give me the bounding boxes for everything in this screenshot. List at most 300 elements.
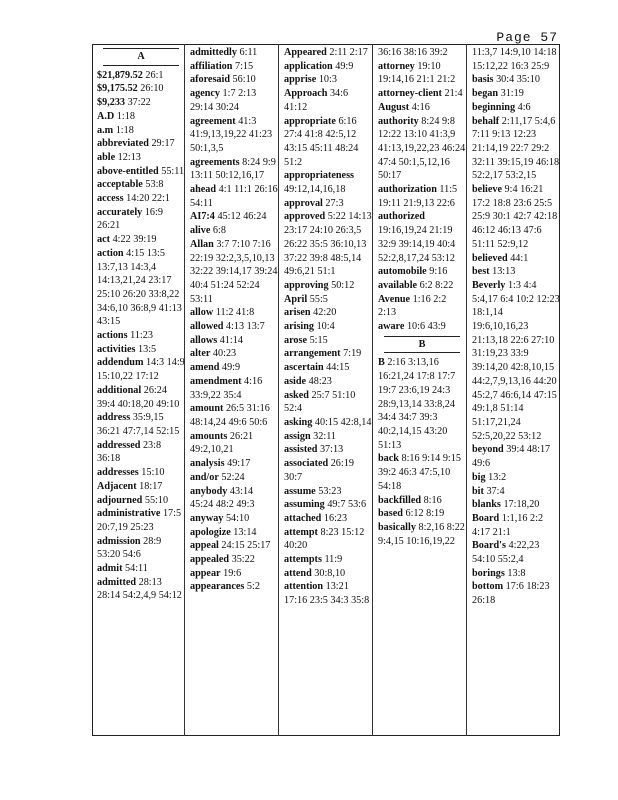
index-term: $21,879.52 (97, 69, 143, 81)
index-term: abbreviated (97, 138, 149, 150)
index-refs: 41:3 41:9,13,19,22 41:23 50:1,3,5 (190, 115, 273, 154)
index-refs: 6:11 (239, 47, 258, 58)
index-term: adjourned (97, 494, 143, 506)
index-term: believed (472, 252, 508, 264)
index-refs: 4:22 39:19 (112, 234, 157, 246)
index-term: asking (284, 416, 313, 428)
index-entry (378, 521, 466, 548)
index-term: anyway (190, 512, 224, 524)
index-entry (472, 265, 560, 279)
index-entry (97, 356, 185, 383)
index-term: attorney (378, 60, 415, 72)
letter-heading: A (103, 48, 179, 66)
index-refs: 26:5 31:16 48:14,24 49:6 50:6 (190, 403, 270, 428)
index-term: apologize (190, 526, 231, 538)
index-term: additional (97, 384, 142, 396)
index-term: assume (284, 485, 316, 497)
index-refs: 6:12 8:19 (405, 508, 445, 520)
index-refs: 3:7 7:10 7:16 22:19 32:2,3,5,10,13 32:22 39:14,17 39:24 40:4 51:24 52:24 53:11 (190, 238, 278, 305)
index-term: access (97, 193, 124, 205)
index-entry (190, 580, 278, 594)
index-term: approved (284, 211, 326, 223)
index-entry (190, 210, 278, 224)
index-entry (284, 60, 372, 74)
index-refs: 37:13 (319, 444, 344, 456)
index-entry (190, 320, 278, 334)
index-entry (190, 512, 278, 526)
index-refs: 17:6 18:23 26:18 (472, 581, 550, 607)
index-term: apprise (284, 74, 317, 86)
index-entry (190, 526, 278, 540)
index-refs: 26:21 49:2,10,21 (190, 430, 254, 456)
index-entry (97, 439, 185, 466)
index-term: and/or (190, 471, 219, 483)
index-refs: 23:8 36:18 (97, 439, 162, 465)
index-entry (472, 252, 560, 266)
index-refs: 13:2 (488, 471, 507, 483)
index-refs: 50:12 (331, 279, 355, 291)
index-term: Allan (190, 238, 214, 250)
index-refs: 53:8 (145, 179, 164, 191)
index-term: aforesaid (190, 74, 230, 86)
index-column-5 (472, 46, 560, 608)
index-entry (97, 384, 185, 411)
index-refs: 5:15 (309, 334, 328, 346)
index-refs: 54:10 (225, 512, 250, 524)
index-refs: 2:16 3:13,16 16:21,24 17:8 17:7 19:7 23:6,19 24:3 28:9,13,14 33:8,24 34:4 34:7 39:3 40:2,14,15 43:20 51:13 (378, 357, 456, 451)
index-refs: 8:16 (423, 494, 442, 506)
index-column-4 (378, 46, 466, 548)
index-term: authorization (378, 184, 437, 196)
index-entry (284, 210, 372, 279)
index-term: admittedly (190, 47, 237, 58)
index-refs: 8:16 9:14 9:15 39:2 46:3 47:5,10 54:18 (378, 453, 461, 492)
index-entry (97, 329, 185, 343)
index-term: Approach (284, 88, 328, 100)
index-refs: 2:11 2:17 (329, 47, 368, 58)
index-term: B (378, 357, 385, 369)
index-refs: 10:6 43:9 (406, 321, 446, 333)
index-term: approval (284, 197, 323, 209)
index-term: admit (97, 563, 123, 575)
index-refs: 13:5 (138, 343, 157, 355)
index-entry (97, 206, 185, 233)
index-term: allow (190, 307, 214, 319)
index-entry (284, 526, 372, 553)
index-refs: 4:13 13:7 (225, 321, 265, 333)
index-refs: 30:4 35:10 (496, 74, 540, 86)
index-term: based (378, 508, 403, 520)
column-divider (278, 44, 279, 736)
index-term: aside (284, 375, 307, 387)
index-term: amounts (190, 430, 228, 442)
index-entry (472, 101, 560, 115)
index-entry (378, 101, 466, 115)
index-term: believe (472, 184, 502, 196)
index-refs: 18:17 (139, 480, 163, 492)
index-term: acceptable (97, 179, 143, 191)
index-term: addendum (97, 357, 144, 369)
index-refs: 9:4 16:21 17:2 18:8 23:6 25:5 25:9 30:1 42:7 42:18 46:12 46:13 47:6 51:11 52:9,12 (472, 184, 558, 250)
index-refs: 7:15 (235, 60, 254, 72)
index-term: Board (472, 512, 500, 524)
index-term: Board's (472, 540, 506, 552)
index-refs: 8:2,16 8:22 9:4,15 10:16,19,22 (378, 521, 465, 547)
index-entry (284, 320, 372, 334)
index-column-3 (284, 46, 372, 608)
index-entry (284, 46, 372, 60)
index-refs: 10:4 (316, 321, 335, 333)
index-refs: 13:14 (233, 526, 257, 538)
index-term: Adjacent (97, 480, 137, 492)
index-refs: 1:7 2:13 29:14 30:24 (190, 88, 257, 113)
index-refs: 12:13 (117, 151, 141, 163)
index-entry (284, 485, 372, 499)
index-entry (472, 471, 560, 485)
index-refs: 11:3,7 14:9,10 14:18 15:12,22 16:3 25:9 (472, 47, 557, 72)
index-term: act (97, 234, 111, 246)
index-entry (284, 553, 372, 567)
index-refs: 37:4 (486, 485, 505, 497)
index-term: A.D (97, 110, 115, 122)
index-refs: 15:10 (141, 467, 165, 479)
index-entry (97, 151, 185, 165)
index-refs: 26:24 39:4 40:18,20 49:10 (97, 384, 180, 410)
index-refs: 4:16 (411, 101, 430, 113)
index-term: arising (284, 321, 315, 333)
index-entry (378, 293, 466, 320)
index-refs: 5:2 (246, 581, 260, 593)
index-refs: 35:22 (231, 554, 255, 566)
index-refs: 55:5 (309, 293, 328, 305)
index-refs: 4:1 11:1 26:16 54:11 (190, 184, 278, 209)
index-term: appealed (190, 554, 230, 566)
index-term: accurately (97, 206, 143, 218)
index-refs: 1:16 2:2 2:13 (378, 293, 447, 319)
index-entry (378, 279, 466, 293)
index-term: Avenue (378, 293, 411, 305)
index-entry (284, 416, 372, 430)
index-entry (284, 457, 372, 484)
index-entry (284, 361, 372, 375)
index-refs: 25:7 51:10 52:4 (284, 389, 356, 415)
index-entry (190, 402, 278, 429)
index-entry (284, 334, 372, 348)
index-term: arisen (284, 307, 311, 319)
index-term: Beverly (472, 279, 506, 291)
index-entry (97, 192, 185, 206)
index-entry (190, 347, 278, 361)
index-refs: 34:6 41:12 (284, 88, 349, 113)
index-entry (472, 512, 560, 539)
index-entry (190, 115, 278, 156)
index-term: appear (190, 567, 221, 579)
index-entry (378, 356, 466, 452)
index-entry (190, 156, 278, 183)
index-term: analysis (190, 458, 225, 470)
index-term: address (97, 412, 131, 424)
index-entry (190, 485, 278, 512)
index-entry (378, 494, 466, 508)
index-entry (97, 233, 185, 247)
index-refs: 13:21 17:16 23:5 34:3 35:8 (284, 581, 370, 607)
index-refs: 1:18 (115, 124, 134, 136)
index-entry (97, 466, 185, 480)
index-entry (472, 87, 560, 101)
index-refs: 19:10 19:14,16 21:1 21:2 (378, 60, 456, 86)
index-refs: 8:24 9:9 13:11 50:12,16,17 (190, 156, 276, 182)
index-entry (472, 115, 560, 184)
index-term: above-entitled (97, 165, 159, 177)
index-term: affiliation (190, 60, 233, 72)
index-term: alive (190, 225, 211, 237)
index-entry (190, 87, 278, 114)
index-term: beginning (472, 101, 516, 113)
index-term: assisted (284, 444, 318, 456)
index-term: assign (284, 430, 311, 442)
index-entry (284, 567, 372, 581)
index-entry (378, 87, 466, 101)
index-entry (284, 498, 372, 512)
index-term: appropriateness (284, 170, 354, 182)
index-entry (378, 183, 466, 210)
index-entry (378, 452, 466, 493)
index-term: authority (378, 115, 419, 127)
page-number: Page 57 (496, 30, 558, 45)
index-refs: 6:8 (212, 225, 226, 237)
index-term: basis (472, 74, 494, 86)
index-refs: 11:9 (324, 554, 343, 566)
index-entry (378, 115, 466, 184)
index-refs: 4:16 33:9,22 35:4 (190, 375, 263, 401)
index-term: addresses (97, 467, 139, 479)
index-refs: 24:15 25:17 (221, 540, 271, 552)
index-refs: 35:9,15 36:21 47:7,14 52:15 (97, 412, 180, 437)
index-entry (190, 375, 278, 402)
index-refs: 43:14 45:24 48:2 49:3 (190, 485, 255, 511)
index-entry (284, 443, 372, 457)
index-refs: 1:3 4:4 5:4,17 6:4 10:2 12:23 18:1,14 19:6,10,16,23 21:13,18 22:6 27:10 31:19,23 33:9 39:14,20 42:8,10,15 44:2,7,9,13,16 44:20 45:2,7 46:6,14 47:15 49:1,8 51:14 51:17,21,24 52:5,20,22 53:12 (472, 279, 560, 442)
index-term: attorney-client (378, 88, 442, 100)
index-term: aware (378, 321, 405, 333)
index-entry (472, 567, 560, 581)
index-term: automobile (378, 266, 427, 278)
index-refs: 54:11 (125, 563, 148, 575)
index-refs: 1:18 (116, 110, 135, 122)
index-entry (190, 361, 278, 375)
index-term: anybody (190, 485, 228, 497)
index-entry (190, 238, 278, 307)
index-term: ascertain (284, 362, 324, 374)
index-entry (472, 580, 560, 607)
index-entry (284, 87, 372, 114)
index-entry (97, 494, 185, 508)
index-refs: 39:4 48:17 49:6 (472, 444, 551, 470)
index-refs: 10:3 (318, 74, 337, 86)
index-refs: 44:15 (326, 362, 350, 374)
index-entry (472, 498, 560, 512)
index-term: agreements (190, 156, 240, 168)
index-entry (378, 320, 466, 334)
index-entry (190, 334, 278, 348)
index-term: admitted (97, 576, 137, 588)
index-refs: 29:17 (151, 138, 175, 150)
index-entry (97, 562, 185, 576)
index-term: actions (97, 330, 128, 342)
index-term: beyond (472, 444, 504, 456)
index-column-2 (190, 46, 278, 594)
index-refs: 16:9 26:21 (97, 206, 163, 232)
index-term: blanks (472, 499, 501, 511)
index-refs: 1:1,16 2:2 4:17 21:1 (472, 512, 544, 538)
index-term: agreement (190, 115, 236, 127)
index-refs: 2:11,17 5:4,6 7:11 9:13 12:23 21:14,19 22:7 29:2 32:11 39:15,19 46:18 52:2,17 53:2,15 (472, 115, 560, 182)
index-entry (97, 178, 185, 192)
index-term: available (378, 279, 418, 291)
index-entry (97, 507, 185, 534)
index-term: attached (284, 512, 322, 524)
index-entry (97, 124, 185, 138)
index-term: $9,175.52 (97, 83, 138, 95)
index-refs: 42:20 (313, 307, 337, 319)
index-entry (190, 224, 278, 238)
index-entry (97, 247, 185, 329)
index-entry (284, 169, 372, 196)
index-entry (190, 60, 278, 74)
index-entry (378, 46, 466, 60)
index-term: began (472, 88, 499, 100)
index-term: attempts (284, 554, 322, 566)
index-entry (190, 567, 278, 581)
index-term: appearances (190, 581, 245, 593)
index-term: admission (97, 535, 141, 547)
index-column-1 (97, 46, 185, 603)
index-entry (472, 539, 560, 566)
index-term: amendment (190, 375, 242, 387)
index-term: back (378, 453, 399, 465)
index-refs: 28:13 28:14 54:2,4,9 54:12 (97, 576, 182, 602)
index-term: best (472, 266, 490, 278)
index-refs: 31:19 (500, 88, 524, 100)
index-entry (190, 539, 278, 553)
index-term: associated (284, 458, 329, 470)
index-refs: 48:23 (308, 375, 332, 387)
index-term: behalf (472, 115, 500, 127)
index-term: amend (190, 362, 220, 374)
index-entry (284, 375, 372, 389)
column-divider (466, 44, 467, 736)
index-entry (284, 115, 372, 170)
index-entry (190, 306, 278, 320)
index-entry (284, 279, 372, 293)
index-entry (284, 347, 372, 361)
index-term: application (284, 60, 333, 72)
index-refs: 55:10 (144, 494, 169, 506)
index-entry (97, 411, 185, 438)
index-entry (472, 73, 560, 87)
index-refs: 6:16 27:4 41:8 42:5,12 43:15 45:11 48:24 51:2 (284, 115, 359, 168)
index-term: allowed (190, 321, 224, 333)
index-refs: 45:12 46:24 (217, 211, 267, 223)
index-term: basically (378, 521, 416, 533)
index-entry (378, 265, 466, 279)
index-term: arrangement (284, 348, 341, 360)
index-entry (190, 46, 278, 60)
index-refs: 32:11 (313, 430, 336, 442)
index-refs: 49:9 (221, 362, 241, 374)
index-term: attempt (284, 526, 318, 538)
index-refs: 14:20 22:1 (126, 193, 171, 205)
index-entry (190, 553, 278, 567)
index-refs: 13:13 (492, 266, 516, 278)
index-term: bit (472, 485, 484, 497)
index-refs: 8:24 9:8 12:22 13:10 41:3,9 41:13,19,22,23 46:24 47:4 50:1,5,12,16 50:17 (378, 115, 466, 182)
index-refs: 17:18,20 (503, 499, 540, 511)
index-entry (472, 443, 560, 470)
index-refs: 49:12,14,16,18 (284, 184, 346, 196)
index-refs: 7:19 (343, 348, 362, 360)
letter-heading: B (384, 336, 460, 354)
index-entry (97, 535, 185, 562)
index-entry (190, 471, 278, 485)
index-refs: 40:15 42:8,14 (314, 416, 372, 428)
index-term: backfilled (378, 494, 422, 506)
index-entry (284, 430, 372, 444)
index-entry (97, 69, 185, 83)
index-entry (378, 507, 466, 521)
index-entry (190, 430, 278, 457)
index-refs: 30:8,10 (314, 567, 346, 579)
index-refs: 49:17 (227, 458, 251, 470)
index-term: addressed (97, 439, 141, 451)
column-divider (372, 44, 373, 736)
index-refs: 26:10 (140, 83, 164, 95)
index-term: ahead (190, 184, 217, 196)
index-term: April (284, 293, 308, 305)
index-term: borings (472, 567, 505, 579)
index-refs: 52:24 (221, 471, 245, 483)
index-term: appeal (190, 540, 219, 552)
index-entry (472, 485, 560, 499)
index-entry (284, 389, 372, 416)
index-refs: 14:3 14:9 15:10,22 17:12 (97, 357, 185, 383)
index-refs: 6:2 8:22 (419, 279, 454, 291)
index-term: attention (284, 581, 324, 593)
index-refs: 11:5 19:11 21:9,13 22:6 (378, 184, 458, 209)
index-refs: 36:16 38:16 39:2 (378, 47, 448, 58)
index-term: able (97, 151, 116, 163)
index-term: AI7:4 (190, 211, 215, 223)
index-term: $9,233 (97, 97, 126, 109)
index-entry (284, 512, 372, 526)
index-term: bottom (472, 581, 504, 593)
index-term: administrative (97, 508, 161, 520)
index-entry (472, 279, 560, 443)
index-entry (472, 183, 560, 252)
index-entry (378, 210, 466, 265)
index-entry (97, 137, 185, 151)
index-refs: 19:6 (223, 567, 242, 579)
index-term: appropriate (284, 115, 336, 127)
index-refs: 26:1 (145, 69, 164, 81)
index-refs: 49:9 (335, 60, 354, 72)
index-entry (97, 576, 185, 603)
index-entry (284, 73, 372, 87)
index-term: big (472, 471, 486, 483)
index-refs: 40:23 (212, 348, 237, 360)
index-entry (472, 46, 560, 73)
index-refs: 26:19 30:7 (284, 458, 354, 483)
